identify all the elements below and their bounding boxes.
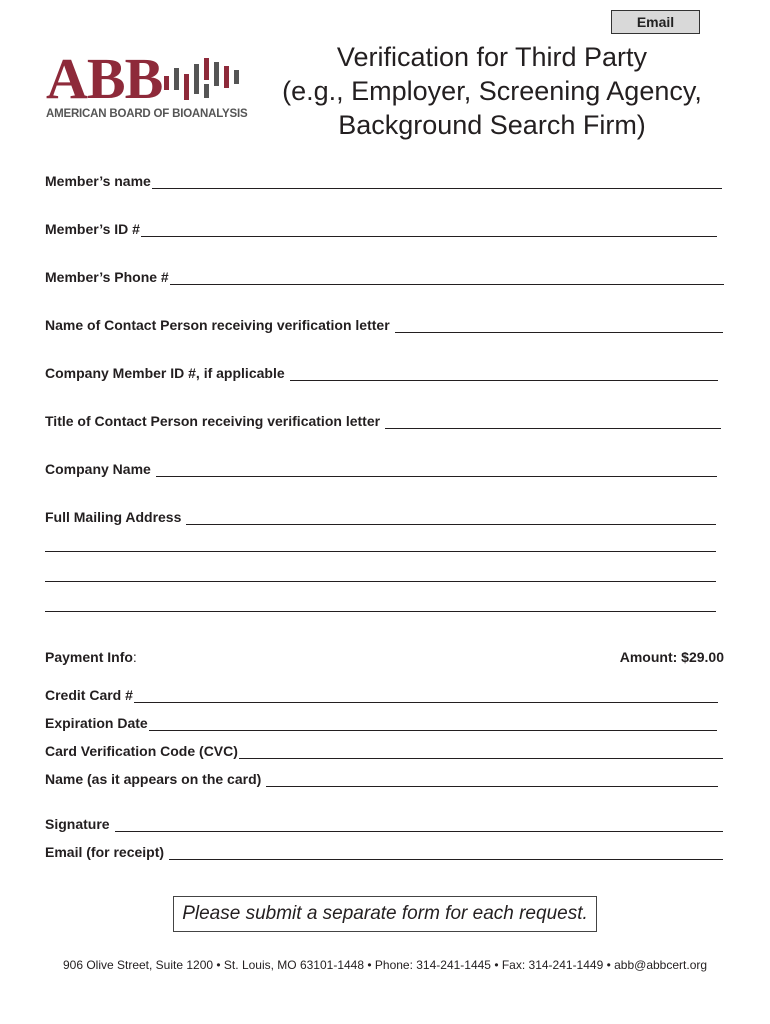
logo-abbr: ABB [46, 46, 163, 111]
contact-name-row [45, 313, 723, 333]
contact-title-row [45, 409, 721, 429]
card-name-label: Name (as it appears on the card) [45, 771, 262, 787]
signature-field[interactable] [115, 815, 723, 832]
member-name-label: Member’s name [45, 173, 151, 189]
page-title: Verification for Third Party (e.g., Employer, Screening Agency, Background Search Firm) [282, 42, 702, 140]
expiration-row [45, 711, 717, 731]
email-receipt-field[interactable] [169, 843, 723, 860]
submission-note: Please submit a separate form for each request. [173, 896, 597, 932]
member-id-row [45, 217, 717, 237]
member-name-field[interactable] [152, 172, 722, 189]
member-phone-label: Member’s Phone # [45, 269, 169, 285]
member-name-row [45, 169, 722, 189]
payment-amount: Amount: $29.00 [619, 649, 724, 665]
email-receipt-label: Email (for receipt) [45, 844, 165, 860]
mailing-address-row [45, 505, 716, 525]
mailing-address-field[interactable] [186, 508, 716, 525]
company-name-label: Company Name [45, 461, 151, 477]
cvc-row [45, 739, 723, 759]
payment-info-label: Payment Info: [45, 649, 137, 665]
logo-org-name: AMERICAN BOARD OF BIOANALYSIS [46, 108, 248, 120]
contact-name-label: Name of Contact Person receiving verification letter [45, 317, 390, 333]
mailing-address-line-3[interactable] [45, 581, 716, 582]
cvc-label: Card Verification Code (CVC) [45, 743, 238, 759]
member-id-field[interactable] [141, 220, 717, 237]
member-phone-row [45, 265, 724, 285]
company-name-field[interactable] [156, 460, 717, 477]
cvc-field[interactable] [239, 742, 723, 759]
mailing-address-label: Full Mailing Address [45, 509, 182, 525]
mailing-address-line-2[interactable] [45, 551, 716, 552]
expiration-field[interactable] [149, 714, 717, 731]
abb-logo [46, 46, 256, 126]
email-receipt-row [45, 840, 723, 860]
logo-bars-icon [164, 54, 256, 106]
credit-card-label: Credit Card # [45, 687, 133, 703]
expiration-label: Expiration Date [45, 715, 148, 731]
contact-title-field[interactable] [385, 412, 721, 429]
email-button[interactable]: Email [611, 10, 700, 34]
member-phone-field[interactable] [170, 268, 724, 285]
company-name-row [45, 457, 717, 477]
signature-row [45, 812, 723, 832]
company-member-id-label: Company Member ID #, if applicable [45, 365, 285, 381]
contact-name-field[interactable] [395, 316, 723, 333]
credit-card-row [45, 683, 718, 703]
company-member-id-field[interactable] [290, 364, 718, 381]
signature-label: Signature [45, 816, 110, 832]
member-id-label: Member’s ID # [45, 221, 140, 237]
credit-card-field[interactable] [134, 686, 718, 703]
card-name-field[interactable] [266, 770, 718, 787]
footer-contact: 906 Olive Street, Suite 1200 • St. Louis, MO 63101-1448 • Phone: 314-241-1445 • Fax: 314-241-1449 • abb@abbcert.org [62, 958, 708, 972]
card-name-row [45, 767, 718, 787]
contact-title-label: Title of Contact Person receiving verification letter [45, 413, 381, 429]
mailing-address-line-4[interactable] [45, 611, 716, 612]
company-member-id-row [45, 361, 718, 381]
